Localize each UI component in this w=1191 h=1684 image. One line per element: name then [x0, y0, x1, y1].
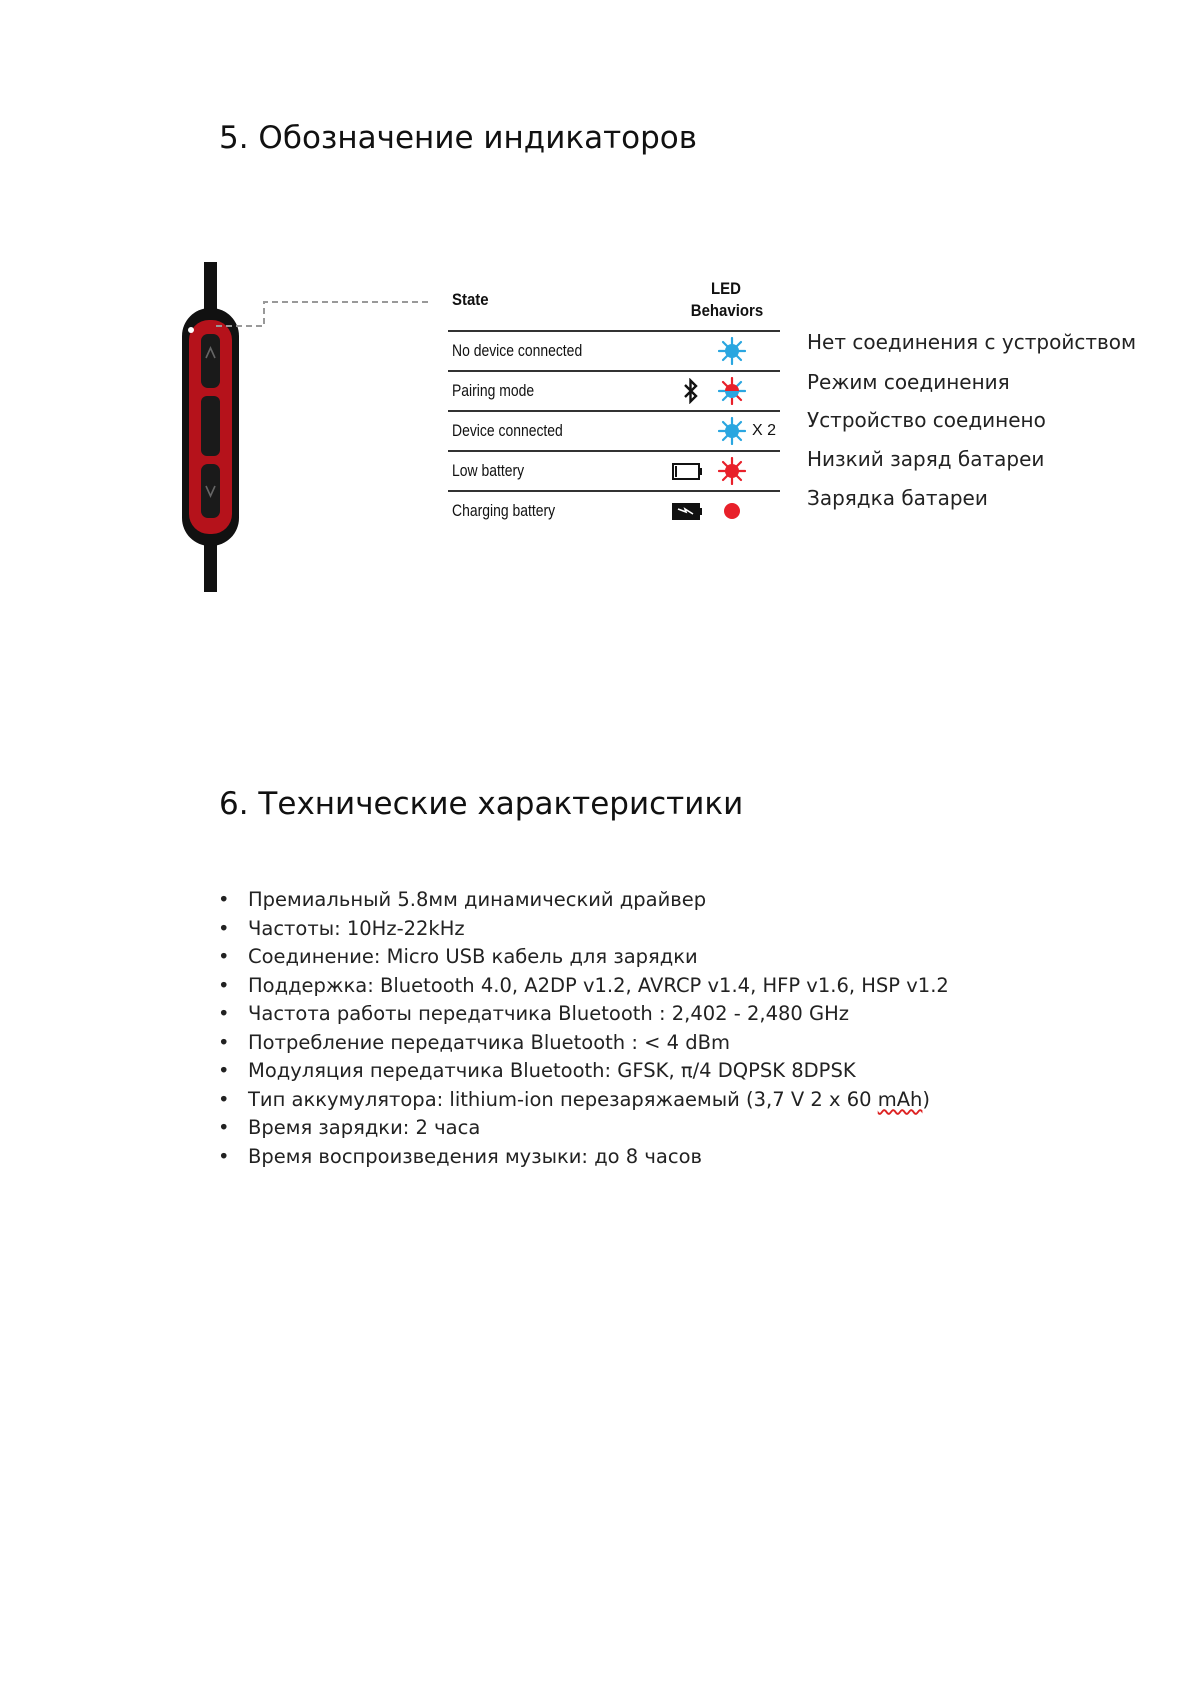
multifunction-button	[201, 396, 220, 456]
red-blue-led-flash-icon	[718, 377, 746, 405]
blue-led-flash-icon	[718, 417, 746, 445]
list-item	[218, 972, 949, 1001]
flash-count: X 2	[752, 422, 777, 439]
table-row	[448, 492, 780, 530]
table-row	[448, 412, 780, 452]
blue-led-flash-icon	[718, 337, 746, 365]
caption-charging: Зарядка батареи	[807, 486, 988, 510]
closing-paren: )	[922, 1087, 931, 1111]
table-row	[448, 372, 780, 412]
table-header	[448, 272, 780, 332]
header-led-line1: LED	[711, 279, 741, 298]
spec-text: Тип аккумулятора: lithium-ion перезаряжаемый (3,7 V 2 x 60	[248, 1087, 878, 1111]
list-item	[218, 1029, 949, 1058]
bullet: •	[218, 1059, 230, 1082]
spec-text: Премиальный 5.8мм динамический драйвер	[248, 888, 707, 911]
spec-text: Модуляция передатчика Bluetooth: GFSK, π/4 DQPSK 8DPSK	[248, 1059, 856, 1082]
state-label: Charging battery	[452, 501, 556, 520]
bullet: •	[218, 1030, 230, 1054]
header-led-behaviors	[690, 278, 764, 322]
list-item	[218, 1114, 949, 1143]
leader-line	[214, 294, 434, 334]
header-led-line2: Behaviors	[690, 301, 764, 320]
state-label: Device connected	[452, 421, 563, 440]
list-item	[218, 1143, 949, 1172]
bullet: •	[218, 1116, 230, 1139]
specifications-list	[218, 886, 949, 1171]
state-label: Pairing mode	[452, 381, 535, 400]
state-label: Low battery	[452, 461, 525, 480]
bullet: •	[218, 916, 230, 940]
bullet: •	[218, 1144, 230, 1168]
list-item	[218, 1057, 949, 1086]
caption-pairing: Режим соединения	[807, 370, 1010, 394]
bullet: •	[218, 973, 230, 997]
caption-no-device: Нет соединения с устройством	[807, 330, 1137, 354]
spec-text: Время воспроизведения музыки: до 8 часов	[248, 1144, 703, 1168]
spec-text: Поддержка: Bluetooth 4.0, A2DP v1.2, AVRCP v1.4, HFP v1.6, HSP v1.2	[248, 973, 949, 997]
spec-text: Частоты: 10Hz-22kHz	[248, 916, 465, 940]
volume-down-button	[201, 464, 220, 518]
spec-text: Частота работы передатчика Bluetooth : 2,402 - 2,480 GHz	[248, 1002, 850, 1025]
list-item	[218, 886, 949, 915]
bullet: •	[218, 888, 230, 911]
caption-low-battery: Низкий заряд батареи	[807, 447, 1045, 471]
led-behavior-table	[448, 272, 780, 530]
list-item	[218, 1086, 949, 1115]
spec-text: Потребление передатчика Bluetooth : < 4 dBm	[248, 1030, 730, 1054]
bullet: •	[218, 1002, 230, 1025]
header-state: State	[452, 290, 489, 309]
state-label: No device connected	[452, 341, 583, 360]
spec-text: Соединение: Micro USB кабель для зарядки	[248, 945, 698, 968]
red-led-flash-icon	[718, 457, 746, 485]
section-5-title: 5. Обозначение индикаторов	[219, 120, 698, 156]
table-row	[448, 452, 780, 492]
empty-battery-icon	[672, 463, 704, 480]
bluetooth-icon	[682, 378, 700, 404]
list-item	[218, 943, 949, 972]
section-6-title: 6. Технические характеристики	[219, 786, 744, 822]
spec-text: Время зарядки: 2 часа	[248, 1116, 481, 1139]
charging-battery-icon	[672, 503, 704, 520]
red-led-solid-icon	[723, 502, 741, 520]
bullet: •	[218, 1087, 230, 1111]
spell-check-underlined-word: mAh	[877, 1087, 923, 1111]
bullet: •	[218, 945, 230, 968]
list-item	[218, 1000, 949, 1029]
led-indicator-dot	[188, 327, 194, 333]
list-item	[218, 915, 949, 944]
caption-connected: Устройство соединено	[807, 408, 1046, 432]
table-row	[448, 332, 780, 372]
volume-up-button	[201, 334, 220, 388]
